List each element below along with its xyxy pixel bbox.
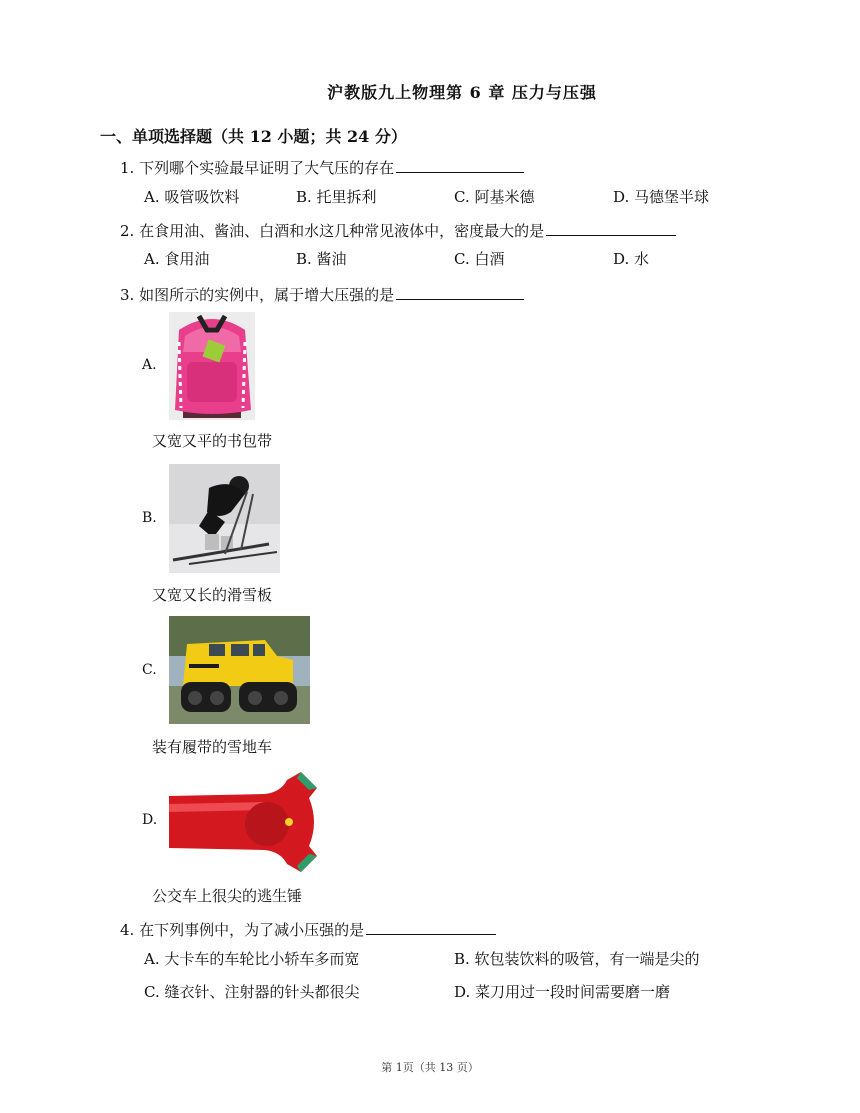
red-escape-hammer-icon: [169, 768, 321, 876]
answer-blank: [396, 158, 524, 173]
q3-option-d-label: D.: [142, 812, 158, 828]
answer-blank: [366, 920, 496, 935]
q3-option-b-label: B.: [142, 510, 157, 526]
question-1-stem: 1. 下列哪个实验最早证明了大气压的存在: [120, 159, 395, 177]
yellow-tracked-vehicle-icon: [169, 616, 310, 724]
q3-option-a-caption: 又宽又平的书包带: [152, 432, 273, 450]
q3-option-a-label: A.: [142, 357, 157, 373]
q2-option-b: B. 酱油: [296, 250, 347, 268]
question-1: [120, 157, 524, 178]
question-2: [120, 220, 676, 241]
q1-option-b: B. 托里拆利: [296, 188, 377, 206]
q3-option-d-caption: 公交车上很尖的逃生锤: [152, 887, 303, 905]
section-heading: 一、单项选择题（共 12 小题；共 24 分）: [100, 127, 407, 146]
q2-option-a: A. 食用油: [144, 250, 210, 268]
q3-option-b-caption: 又宽又长的滑雪板: [152, 586, 273, 604]
pink-backpack-icon: [169, 312, 255, 420]
q4-option-c: C. 缝衣针、注射器的针头都很尖: [144, 983, 360, 1001]
answer-blank: [546, 221, 676, 236]
q4-option-b: B. 软包装饮料的吸管，有一端是尖的: [454, 950, 700, 968]
q3-option-c-caption: 装有履带的雪地车: [152, 738, 273, 756]
question-3: [120, 284, 524, 305]
document-title: 沪教版九上物理第 6 章 压力与压强: [327, 83, 597, 102]
q3-option-c-label: C.: [142, 662, 157, 678]
answer-blank: [396, 285, 524, 300]
question-4-stem: 4. 在下列事例中，为了减小压强的是: [120, 921, 365, 939]
question-2-stem: 2. 在食用油、酱油、白酒和水这几种常见液体中，密度最大的是: [120, 222, 545, 240]
q1-option-c: C. 阿基米德: [454, 188, 535, 206]
q1-option-d: D. 马德堡半球: [613, 188, 710, 206]
q4-option-d: D. 菜刀用过一段时间需要磨一磨: [454, 983, 671, 1001]
q1-option-a: A. 吸管吸饮料: [144, 188, 240, 206]
skier-icon: [169, 464, 280, 573]
question-4: [120, 919, 496, 940]
q2-option-c: C. 白酒: [454, 250, 505, 268]
question-3-stem: 3. 如图所示的实例中，属于增大压强的是: [120, 286, 395, 304]
page-footer: 第 1页（共 13 页）: [381, 1061, 479, 1074]
q4-option-a: A. 大卡车的车轮比小轿车多而宽: [144, 950, 360, 968]
q2-option-d: D. 水: [613, 250, 650, 268]
